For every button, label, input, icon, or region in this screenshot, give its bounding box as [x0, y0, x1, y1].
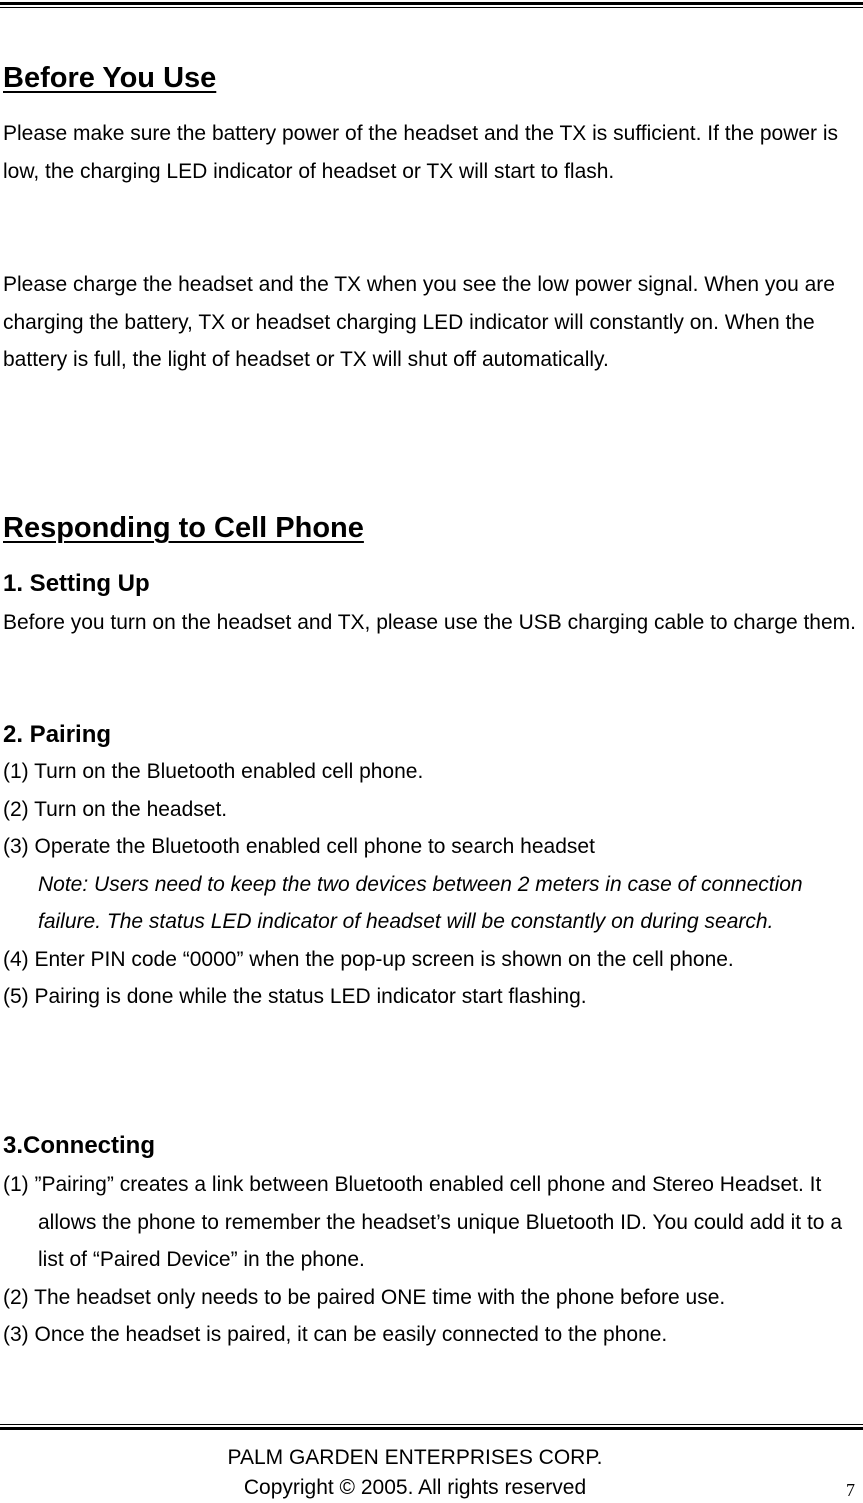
list-item: (5) Pairing is done while the status LED indicator start flashing. [3, 985, 587, 1008]
paragraph: Please charge the headset and the TX when you see the low power signal. When you are charging the battery, TX or headset charging LED indicator will constantly on. When the battery is full, the light of headset or TX will shut off automatically. [3, 273, 835, 371]
list-item: (2) The headset only needs to be paired ONE time with the phone before use. [3, 1285, 726, 1309]
list-item: (3) Once the headset is paired, it can be easily connected to the phone. [3, 1323, 668, 1346]
subsection-heading: 3.Connecting [3, 1132, 156, 1159]
responding-section [3, 510, 858, 546]
connecting-subsection [3, 1131, 858, 1161]
setting-up-text [3, 604, 858, 642]
bottom-rule [0, 1424, 863, 1430]
page-number: 7 [846, 1480, 855, 1500]
list-item: (4) Enter PIN code “0000” when the pop-up screen is shown on the cell phone. [3, 947, 734, 971]
section-title: Responding to Cell Phone [3, 512, 364, 544]
list-item: (2) Turn on the headset. [3, 797, 228, 821]
footer-company: PALM GARDEN ENTERPRISES CORP. [227, 1446, 603, 1469]
connecting-steps [3, 1166, 858, 1354]
subsection-heading: 2. Pairing [3, 721, 112, 748]
pairing-subsection [3, 720, 858, 750]
pairing-steps [3, 753, 858, 1016]
charging-paragraph [3, 266, 858, 379]
section-title: Before You Use [3, 62, 217, 94]
before-you-use-section [3, 60, 858, 96]
paragraph: Please make sure the battery power of the headset and the TX is sufficient. If the power is low, the charging LED indicator of headset or TX will start to flash. [3, 122, 839, 183]
battery-paragraph [3, 115, 858, 190]
list-item: (1) ”Pairing” creates a link between Bluetooth enabled cell phone and Stereo Headset. It allows the phone to remember the headset’s unique Bluetooth ID. You could add it to a list of “Paired Device” in the phone. [3, 1173, 842, 1271]
paragraph: Before you turn on the headset and TX, please use the USB charging cable to charge them. [3, 611, 856, 634]
list-item: (3) Operate the Bluetooth enabled cell phone to search headset [3, 835, 595, 858]
top-rule [0, 0, 863, 8]
subsection-heading: 1. Setting Up [3, 570, 150, 597]
setting-up-subsection [3, 569, 858, 599]
list-item: (1) Turn on the Bluetooth enabled cell phone. [3, 760, 424, 783]
pairing-note: Note: Users need to keep the two devices between 2 meters in case of connection failure. The status LED indicator of headset will be constantly on during search. [38, 872, 803, 933]
footer-copyright: Copyright © 2005. All rights reserved [243, 1476, 587, 1499]
